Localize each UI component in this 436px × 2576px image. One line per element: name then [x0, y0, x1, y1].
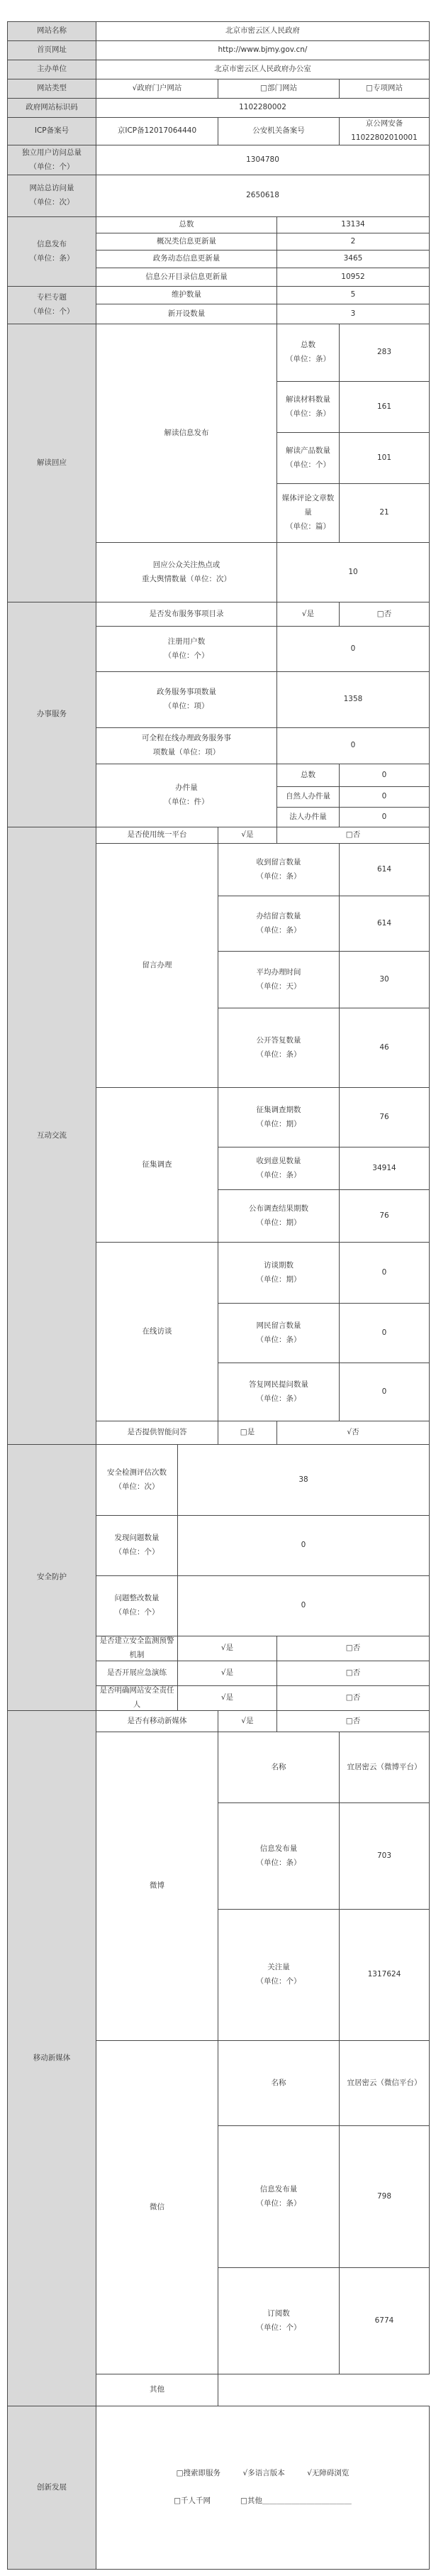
table-rule: [429, 1909, 430, 2041]
table-rule: [429, 1421, 430, 1445]
table-rule: [429, 602, 430, 627]
table-rule: [429, 98, 430, 118]
section-services: 办事服务: [8, 602, 96, 827]
label-registered-users: 注册用户数 （单位：个）: [164, 637, 209, 660]
table-rule: [429, 268, 430, 287]
value-police-record: 京公网安备11022802010001: [351, 119, 418, 142]
table-rule: [429, 21, 430, 41]
label-new-columns: 新开设数量: [167, 309, 206, 318]
label-survey-results: 公布调查结果期数 （单位：期）: [249, 1204, 308, 1227]
label-total-visits: 网站总访问量 （单位：次）: [8, 175, 96, 216]
option-department-site: □部门网站: [260, 84, 297, 93]
label-interp-products: 解读产品数量 （单位：个）: [286, 446, 330, 469]
label-media-articles: 媒体评论文章数量 （单位：篇）: [281, 494, 335, 531]
table-rule: [429, 896, 430, 952]
table-rule: [429, 432, 430, 484]
table-rule: [429, 2125, 430, 2268]
label-wechat-name: 名称: [271, 2078, 286, 2087]
label-smart-qa: 是否提供智能问答: [127, 1428, 187, 1437]
value-issues-fixed: 0: [301, 1601, 306, 1610]
label-warning-mechanism: 是否建立安全监测预警机制: [99, 1636, 174, 1659]
option-portal-site: √政府门户网站: [132, 84, 182, 93]
label-issues-fixed: 问题整改数量 （单位：个）: [114, 1594, 160, 1617]
table-rule: [429, 671, 430, 728]
value-maintained-columns: 5: [350, 290, 356, 299]
value-total-visits: 2650618: [246, 191, 279, 200]
table-rule: [429, 324, 430, 382]
value-registered-users: 0: [350, 644, 356, 653]
value-cases-total: 0: [381, 770, 387, 779]
section-interaction: 互动交流: [8, 827, 96, 1444]
table-rule: [429, 1303, 430, 1363]
label-weibo-name: 名称: [271, 1762, 286, 1771]
table-rule: [429, 1515, 430, 1576]
label-messages-received: 收到留言数量 （单位：条）: [256, 857, 301, 881]
label-wechat-posts: 信息发布量 （单位：条）: [256, 2184, 301, 2208]
value-disclosure-updates: 10952: [341, 272, 365, 281]
label-homepage-url: 首页网址: [8, 41, 96, 60]
value-interview-rounds: 0: [381, 1267, 387, 1277]
label-police-record: 公安机关备案号: [252, 126, 305, 136]
label-unified-platform: 是否使用统一平台: [127, 830, 187, 840]
label-netizen-messages: 网民留言数量 （单位：条）: [256, 1321, 301, 1344]
option-warning-yes: √是: [220, 1644, 234, 1653]
label-surveys: 征集调查: [142, 1160, 172, 1169]
option-special-site: □专项网站: [366, 84, 403, 93]
label-has-mobile-media: 是否有移动新媒体: [127, 1716, 187, 1725]
table-rule: [429, 145, 430, 175]
table-rule: [429, 1363, 430, 1421]
website-annual-report-table: [7, 21, 429, 2569]
label-online-interviews: 在线访谈: [142, 1326, 172, 1336]
table-rule: [96, 2569, 430, 2570]
value-overview-updates: 2: [350, 236, 356, 246]
option-media-no: □否: [345, 1716, 361, 1725]
value-online-items: 0: [350, 741, 356, 750]
label-news-updates: 政务动态信息更新量: [152, 254, 220, 263]
section-security: 安全防护: [8, 1445, 96, 1710]
label-messages-closed: 办结留言数量 （单位：条）: [256, 911, 301, 935]
table-rule: [429, 381, 430, 433]
value-survey-results: 76: [379, 1211, 389, 1220]
value-public-replies: 46: [379, 1042, 389, 1052]
table-rule: [429, 2040, 430, 2126]
label-service-items: 政务服务事项数量 （单位：项）: [157, 688, 216, 710]
table-rule: [429, 1732, 430, 1803]
option-smartqa-no: √否: [347, 1428, 359, 1437]
value-homepage-url: http://www.bjmy.gov.cn/: [218, 45, 308, 55]
value-weibo-posts: 703: [376, 1851, 392, 1860]
label-website-name: 网站名称: [8, 22, 96, 40]
value-survey-rounds: 76: [379, 1112, 389, 1121]
table-rule: [429, 117, 430, 145]
value-website-name: 北京市密云区人民政府: [225, 26, 300, 35]
table-rule: [429, 727, 430, 764]
label-public-replies: 公开答复数量 （单位：条）: [256, 1035, 301, 1059]
label-info-total: 总数: [179, 220, 194, 229]
section-info-publishing: 信息发布 （单位：条）: [8, 217, 96, 286]
label-avg-handling-time: 平均办理时间 （单位：天）: [256, 967, 301, 991]
label-service-catalog: 是否发布服务事项目录: [149, 609, 224, 618]
option-officer-no: □否: [345, 1693, 361, 1702]
table-rule: [429, 216, 430, 233]
label-wechat-subscribers: 订阅数 （单位：个）: [256, 2308, 301, 2332]
option-drills-yes: √是: [220, 1668, 234, 1678]
label-interpretation-publishing: 解读信息发布: [164, 428, 209, 437]
table-rule: [429, 2267, 430, 2374]
table-rule: [429, 1087, 430, 1147]
option-drills-no: □否: [345, 1668, 361, 1678]
table-rule: [429, 1444, 430, 1516]
value-wechat-name: 宜居密云（微信平台）: [347, 2078, 422, 2087]
value-netizen-answers: 0: [381, 1387, 387, 1396]
label-public-responses: 回应公众关注热点或 重大舆情数量（单位：次）: [142, 560, 231, 583]
table-rule: [429, 483, 430, 543]
table-rule: [429, 1189, 430, 1243]
table-rule: [429, 1661, 430, 1686]
table-rule: [429, 1147, 430, 1190]
label-wechat: 微信: [150, 2202, 164, 2211]
label-website-type: 网站类型: [8, 79, 96, 98]
table-rule: [429, 60, 430, 79]
value-media-articles: 21: [379, 508, 389, 517]
value-cases-legal: 0: [381, 812, 387, 821]
table-rule: [429, 1242, 430, 1304]
table-rule: [429, 786, 430, 808]
value-weibo-name: 宜居密云（微博平台）: [347, 1762, 422, 1771]
table-rule: [429, 951, 430, 1008]
table-rule: [429, 233, 430, 251]
table-rule: [429, 2406, 430, 2570]
value-issues-found: 0: [301, 1541, 306, 1550]
label-cases-total: 总数: [301, 770, 315, 779]
label-security-assessments: 安全检测评估次数 （单位：次）: [107, 1468, 167, 1491]
option-smartqa-yes: □是: [240, 1428, 255, 1437]
label-message-handling: 留言办理: [142, 960, 172, 969]
table-rule: [429, 286, 430, 304]
value-icp: 京ICP备12017064440: [117, 126, 197, 136]
label-weibo-posts: 信息发布量 （单位：条）: [256, 1844, 301, 1867]
table-rule: [429, 1636, 430, 1661]
label-netizen-answers: 答复网民提问数量 （单位：条）: [249, 1380, 308, 1403]
table-rule: [429, 40, 430, 60]
label-interp-total: 总数 （单位：条）: [286, 341, 330, 363]
label-icp: ICP备案号: [8, 118, 96, 145]
value-wechat-posts: 798: [376, 2191, 392, 2201]
table-rule: [429, 542, 430, 602]
value-site-code: 1102280002: [239, 103, 286, 112]
value-security-assessments: 38: [298, 1475, 308, 1484]
value-netizen-messages: 0: [381, 1328, 387, 1337]
table-rule: [429, 1685, 430, 1711]
table-rule: [429, 807, 430, 827]
label-disclosure-updates: 信息公开目录信息更新量: [145, 272, 228, 281]
label-emergency-drills: 是否开展应急演练: [107, 1668, 167, 1678]
label-other-media: 其他: [150, 2385, 164, 2394]
value-opinions-received: 34914: [372, 1163, 396, 1172]
table-rule: [429, 764, 430, 787]
table-rule: [429, 626, 430, 672]
table-rule: [429, 1710, 430, 1732]
value-unique-visitors: 1304780: [246, 155, 279, 164]
option-officer-yes: √是: [220, 1693, 234, 1702]
value-weibo-followers: 1317624: [367, 1970, 401, 1979]
label-interview-rounds: 访谈期数 （单位：期）: [256, 1260, 301, 1284]
label-site-code: 政府网站标识码: [8, 99, 96, 117]
option-warning-no: □否: [345, 1644, 361, 1653]
option-platform-yes: √是: [241, 830, 254, 840]
section-mobile-media: 移动新媒体: [8, 1711, 96, 2406]
value-messages-received: 614: [376, 864, 392, 874]
table-rule: [429, 175, 430, 217]
label-opinions-received: 收到意见数量 （单位：条）: [256, 1156, 301, 1179]
value-cases-natural: 0: [381, 792, 387, 801]
value-avg-handling-time: 30: [379, 974, 389, 984]
label-cases-natural: 自然人办件量: [286, 792, 330, 801]
option-media-yes: √是: [241, 1716, 254, 1725]
table-rule: [429, 1802, 430, 1910]
section-interpretation: 解读回应: [8, 324, 96, 602]
option-catalog-no: □否: [376, 609, 392, 618]
table-rule: [429, 79, 430, 99]
table-rule: [429, 304, 430, 324]
label-sponsor: 主办单位: [8, 60, 96, 79]
value-interp-products: 101: [376, 453, 392, 462]
table-rule: [429, 843, 430, 896]
value-interp-total: 283: [376, 348, 392, 357]
section-innovation: 创新发展: [8, 2406, 96, 2569]
value-wechat-subscribers: 6774: [374, 2316, 394, 2325]
table-rule: [429, 1575, 430, 1636]
value-new-columns: 3: [350, 309, 356, 318]
label-maintained-columns: 维护数量: [172, 290, 201, 299]
label-overview-updates: 概况类信息更新量: [157, 236, 216, 246]
table-rule: [429, 827, 430, 844]
value-sponsor: 北京市密云区人民政府办公室: [214, 65, 311, 74]
option-catalog-yes: √是: [301, 609, 315, 618]
table-rule: [429, 250, 430, 268]
label-weibo: 微博: [150, 1881, 164, 1890]
value-messages-closed: 614: [376, 918, 392, 928]
label-security-officer: 是否明确网站安全责任人: [99, 1686, 174, 1709]
label-case-volume: 办件量 （单位：件）: [164, 783, 209, 806]
table-rule: [429, 1008, 430, 1088]
label-cases-legal: 法人办件量: [289, 812, 327, 821]
label-unique-visitors: 独立用户访问总量 （单位：个）: [8, 145, 96, 175]
label-online-items: 可全程在线办理政务服务事 项数量（单位：项）: [142, 734, 231, 756]
value-info-total: 13134: [341, 220, 365, 229]
label-survey-rounds: 征集调查期数 （单位：期）: [256, 1105, 301, 1128]
label-interp-materials: 解读材料数量 （单位：条）: [286, 395, 330, 418]
label-weibo-followers: 关注量 （单位：个）: [256, 1963, 301, 1986]
label-issues-found: 发现问题数量 （单位：个）: [114, 1534, 160, 1556]
value-news-updates: 3465: [343, 254, 363, 263]
value-interp-materials: 161: [376, 402, 392, 411]
value-service-items: 1358: [343, 695, 363, 704]
option-platform-no: □否: [345, 830, 361, 840]
section-special-columns: 专栏专题 （单位：个）: [8, 287, 96, 324]
value-public-responses: 10: [348, 567, 358, 576]
value-innovation-options: □搜索即服务 √多语言版本 √无障碍浏览 □千人千网 □其他＿＿＿＿＿＿＿＿＿＿＿＿: [174, 2468, 352, 2506]
table-rule: [7, 2569, 96, 2570]
